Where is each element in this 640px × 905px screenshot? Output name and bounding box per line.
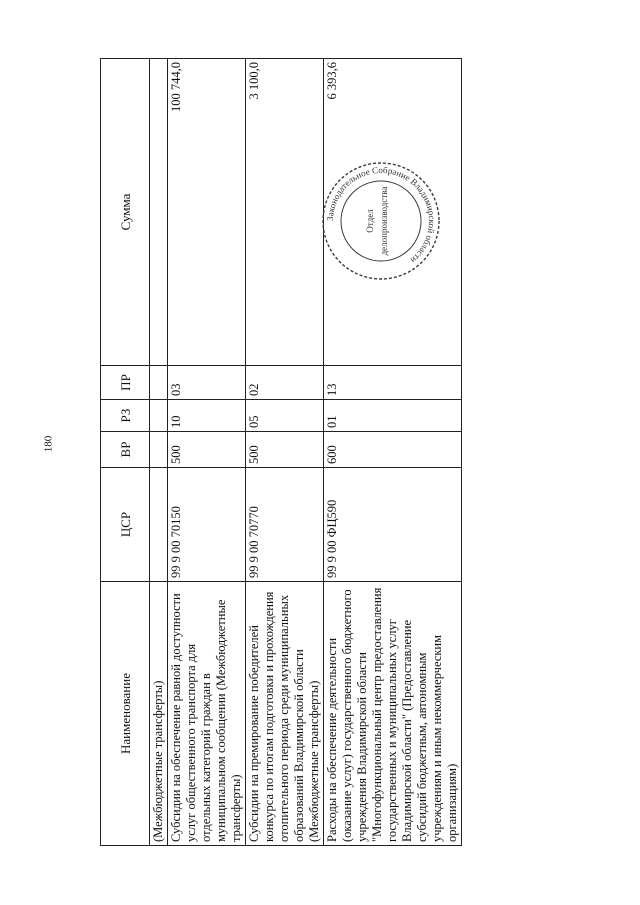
row-name: (Межбюджетные трансферты): [150, 582, 168, 846]
row-sum: [150, 59, 168, 366]
table-header-row: [101, 59, 150, 846]
row-pr: [150, 366, 168, 400]
row-vr: 600: [324, 432, 462, 468]
row-sum: 100 744,0: [168, 59, 246, 366]
header-pr: ПР: [101, 366, 150, 400]
row-pr: 03: [168, 366, 246, 400]
row-sum: 3 100,0: [246, 59, 324, 366]
stamp-center-line1: Отдел: [365, 209, 375, 233]
stamp-ring-text: Законодательное Собрание Владимирской области: [324, 164, 438, 266]
header-rz: РЗ: [101, 400, 150, 432]
row-pr: 02: [246, 366, 324, 400]
table-row: [168, 59, 246, 846]
row-csr: 99 9 00 70150: [168, 468, 246, 582]
table-row: [150, 59, 168, 846]
row-vr: [150, 432, 168, 468]
row-csr: 99 9 00 70770: [246, 468, 324, 582]
row-sum: 6 393,6: [324, 59, 462, 366]
office-stamp: [320, 160, 442, 282]
page-number: 180: [42, 435, 55, 453]
stamp-seal-icon: [320, 160, 442, 282]
row-csr: [150, 468, 168, 582]
row-rz: [150, 400, 168, 432]
row-vr: 500: [168, 432, 246, 468]
header-vr: ВР: [101, 432, 150, 468]
row-name: Субсидии на обеспечение равной доступности услуг общественного транспорта для отдельных категорий граждан в муниципальном сообщении (Межбюджетные трансферты): [168, 582, 246, 846]
row-pr: 13: [324, 366, 462, 400]
row-name: Расходы на обеспечение деятельности (оказание услуг) государственного бюджетного учреждения Владимирской области "Многофункциональный центр предоставления государственных и муниципальных услуг Владимирской области" (Предоставление субсидий бюджетным, автономным учреждениям и иным некоммерческим организациям): [324, 582, 462, 846]
header-sum: Сумма: [101, 59, 150, 366]
row-name: Субсидии на премирование победителей конкурса по итогам подготовки и прохождения отопительного периода среди муниципальных образований Владимирской области (Межбюджетные трансферты): [246, 582, 324, 846]
header-name: Наименование: [101, 582, 150, 846]
row-vr: 500: [246, 432, 324, 468]
row-rz: 01: [324, 400, 462, 432]
table-row: [246, 59, 324, 846]
header-csr: ЦСР: [101, 468, 150, 582]
row-csr: 99 9 00 ФЦ590: [324, 468, 462, 582]
stamp-center-line2: делопроизводства: [379, 186, 389, 256]
row-rz: 10: [168, 400, 246, 432]
row-rz: 05: [246, 400, 324, 432]
